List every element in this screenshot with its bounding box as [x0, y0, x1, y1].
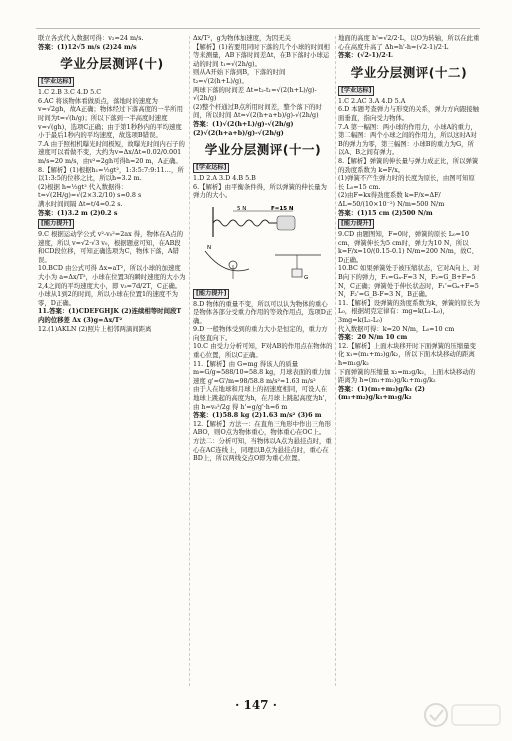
text-line: 8.D 物体的重量不变，所以可以认为物体的重心是物体各部分受重力作用的等效作用点，选项D正确。: [193, 299, 333, 325]
text-line: 联立各式代入数据可得：v₂=24 m/s.: [38, 34, 144, 42]
text-line: 满水时间间隔 Δt=t/4=0.2 s.: [38, 199, 123, 208]
text-line: 代入数据可得：k=20 N/m，L₀=10 cm: [338, 324, 455, 333]
text-line: (2)由F=kx得劲度系数 k=F/x=ΔF/ΔL=50/(10×10⁻²) N/m=500 N/m: [338, 191, 445, 208]
column-left: [38, 34, 186, 689]
text-line: (2)根据 h=½gt² 代入数据得：t=√(2H/g)=√(2×3.2/10) s=0.8 s: [38, 182, 142, 200]
text-line: 【解析】(1)若要用同时下落的几个小球的时间相等来测量，AB下落时间差Δt，在B下落时小球运动的时间 t₁=√(2h/g)。: [193, 42, 330, 68]
watermark-circle-icon: [425, 704, 447, 726]
curve-surface: [205, 251, 249, 271]
column-divider: [335, 36, 336, 686]
text-line: 两球下落的时间差 Δt=t₂-t₁=√(2(h+L)/g)-√(2h/g): [193, 85, 317, 103]
text-line: 方法二：分析可知，当物体以A点为悬挂点时，重心在AC连线上，同理以B点为悬挂点时，重心在BD上，所以两线交点O即为重心位置。: [193, 437, 332, 463]
normal-label: N: [207, 244, 212, 251]
answer-line: 答案：(1)(m₁+m₂)g/k₁ (2)(m₁+m₂)g/k₁+m₁g/k₂: [338, 384, 425, 402]
answer-line: 答案：(1)58.8 kg (2)1.63 m/s² (3)6 m: [193, 411, 322, 420]
text-line: 8.【解析】弹簧的伸长量与弹力成正比，所以弹簧的劲度系数为 k=F/x。: [338, 156, 479, 174]
page-number: · 147 ·: [235, 698, 277, 712]
section-tag: [能力提升]: [338, 219, 374, 229]
section-title: 学业分层测评(十): [60, 56, 164, 72]
section-tag: [学业达标]: [193, 163, 229, 173]
watermark-check-icon: [430, 710, 443, 720]
text-line: 9.CD 由题图知，F=0时，弹簧的原长 L₀=10 cm，弹簧伸长为5 cm时，弹力为10 N，所以 k=F/x=10/(0.15-0.1) N/m=200 N/m，故C、D正确。: [338, 230, 478, 264]
text-line: (1)弹簧不产生弹力时的长度为原长，由图可知原长 L₀=15 cm.: [338, 174, 475, 191]
text-line: 9.D 一般物体受到的重力大小是恒定的，重力方向竖直向下。: [193, 325, 328, 342]
g-label: G: [304, 274, 309, 281]
answer-line: 答案：(1)√(2(h+L)/g)-√(2h/g) (2)√(2(h+a+b)/g)-√(2h/g): [193, 119, 294, 137]
spring-diagram: [193, 203, 329, 281]
section-tag: [能力提升]: [38, 219, 74, 229]
text-line: 则从A开始下落到B，下落的时间 t₂=√(2(h+L)/g)。: [193, 68, 286, 85]
text-line: 6.【解析】由平衡条件得，所以弹簧的伸长量为弹力的大小。: [193, 182, 327, 200]
text-line: Δx/T²，g为物体加速度，为因无关: [193, 34, 291, 42]
text-line: 7.A 由于照相机曝光时间极短，故曝光时间内石子的速度可以看做不变，大约为v=Δx/Δt=0.02/0.001 m/s=20 m/s，由v²=2gh可得h=20 m，A正确。: [38, 139, 185, 165]
text-line: 1.C 2.AC 3.A 4.D 5.A: [338, 96, 406, 105]
text-line: 6.AC 将该物体看做质点，落地时的速度为v=√2gh，故A正确；物体经过下落高度的一半所用时间为t=√(h/g)；所以下落到一半高度时速度v=√(gh)，选项C正确；由于第1秒秒内的平均速度小于最后1秒内的平均速度，故选项B错误。: [38, 96, 183, 140]
text-line: 10.BCD 由公式可得 Δx=aT²，所以小球的加速度大小为 a=Δx/T²，小球在位置3的瞬时速度的大小为2,4之间的平均速度大小，即 v₃=7d/2T，C正确。小球从1到2的时间，所以小球在位置1的速度不为零，D正确。: [38, 264, 186, 307]
text-line: 12.【解析】方法一：在直角三角形中作出三角形ABO，则O点为物体重心，物体重心在OC上。: [193, 419, 331, 437]
text-line: 11.【解析】设弹簧的劲度系数为k，弹簧的原长为L₀，根据胡克定律有：mg=k(L₁-L₀)，3mg=k(L₂-L₀): [338, 298, 480, 325]
text-line: 7.A 第一幅图：两小球的作用力，小球A的重力，第二幅图：两个小球之间的作用力，所以这时A对B的弹力为零，第三幅图：小球B的重力为G，所以A、B之间有弹力。: [338, 122, 477, 157]
watermark-box: [452, 705, 500, 725]
hand-shape: [277, 216, 295, 230]
watermark-logo: [422, 697, 506, 733]
text-line: 12.(1)AKLN (2)照片上相邻两滴间距离: [38, 324, 152, 333]
section-tag: [学业达标]: [38, 77, 74, 87]
text-line: 9.C 根据运动学公式 v²-v₀²=2ax 得，物体在A点的速度，所以 v=√2·√3 v₀，根据题意可知，在AB段和CD段位移，可知正确选项为C，物体下落，A错误。: [38, 230, 184, 264]
text-line: 11.【解析】由 G=mg 得该人的质量 m=G/g=588/10=58.8 kg，月球表面的重力加速度 g'=G'/m=98/58.8 m/s²≈1.63 m/s²: [193, 359, 331, 385]
f-label: F=15 N: [271, 205, 294, 212]
text-line: 地面的高度 h'=√2/2·L，以O为转轴，所以在此重心在高度升高了 Δh=h'-h=(√2-1)/2·L: [338, 34, 480, 51]
column-right: [338, 34, 480, 689]
answer-line: 答案：(1)12√5 m/s (2)24 m/s: [38, 42, 137, 51]
spring-coil: [213, 220, 277, 226]
force-label: 5 N: [237, 205, 247, 212]
spring-figure: [193, 203, 333, 284]
answer-line: 答案：(1)15 cm (2)500 N/m: [338, 208, 433, 217]
answer-line: 答案：(√2-1)/2·L: [338, 51, 393, 60]
header-rule: [36, 28, 480, 29]
text-line: 8.【解析】(1)根据h₁=½gt²，1:3:5:7:9:11…，所以1:3:5的位移之比，所以h=3.2 m.: [38, 165, 184, 183]
text-line: 10.C 由受力分析可知，F对AB的作用点在物体的重心位置，所以C正确。: [193, 342, 333, 360]
text-line: 1.D 2.A 3.D 4.B 5.B: [193, 174, 256, 183]
text-line: 10.BC 如果弹簧处于被压缩状态，它对A向上、对B向下的弹力，F₁=Gₐ-F=3 N，F₂=G_B+F=5 N，C正确；弹簧处于伸长状态时，F₁'=Gₐ+F=5 N，F₂'=G_B-F=3 N，B正确。: [338, 264, 480, 299]
column-middle: [193, 34, 333, 689]
block-shape: [292, 269, 302, 277]
text-line: 由于人在地球和月球上的初速度相同，可设人在地球上跳起的高度为h，在月球上跳起高度为h'，由 h=v₀²/2g 得 h'=g/g'·h=6 m: [193, 385, 331, 411]
text-line: 1.C 2.B 3.C 4.D 5.C: [38, 88, 102, 97]
answer-line: 答案：20 N/m 10 cm: [338, 333, 408, 342]
text-line: (2)整个杆通过B点所用时间差，整个落下的时间，所以时间 Δt=√(2(h+a+b)/g)-√(2h/g): [193, 102, 322, 120]
answer-line: 答案：(1)3.2 m (2)0.2 s: [38, 208, 118, 217]
answer-line: 11.答案：(1)CDEFGHJK (2)连续相等时间段T内的位移差 Δx (3)g=Δx/T²: [38, 307, 182, 325]
section-title: 学业分层测评(十二): [350, 64, 468, 80]
section-tag: [学业达标]: [338, 86, 374, 96]
section-title: 学业分层测评(十一): [204, 142, 322, 158]
section-tag: [能力提升]: [193, 289, 229, 299]
text-line: 6.D 本题考查弹力与形变的关系，弹力方向跟接触面垂直，指向受力物体。: [338, 105, 480, 122]
text-line: 下面弹簧的压缩量 x₂=m₂g/k₂，上面木块移动的距离为 h=(m₁+m₂)g/k₁+m₁g/k₂: [338, 367, 476, 385]
column-divider: [189, 36, 190, 686]
text-line: 12.【解析】上面木块移开时下面弹簧的压缩量变化 x₁=(m₁+m₂)g/k₂，所以下面木块移动的距离 h=m₁g/k₂: [338, 341, 476, 367]
